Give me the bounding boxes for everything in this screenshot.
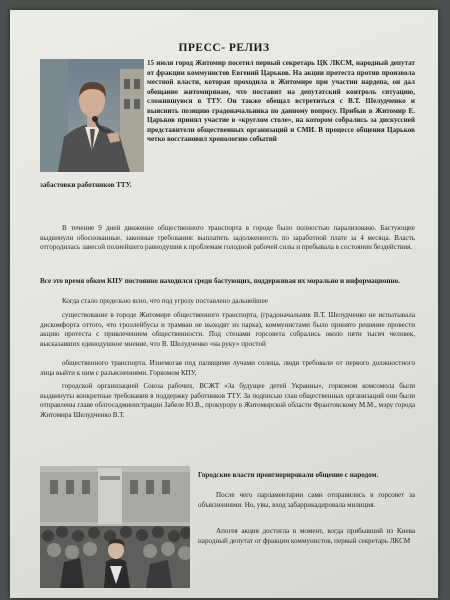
side-paragraph: Апогея акция достигла в момент, когда прибывший из Киева народный депутат от фракции коммунистов, первый секретарь ЛКСМ xyxy=(198,527,415,545)
paragraph-bold: Все это время обком КПУ постоянно находился среди бастующих, поддерживая их морально и информационно. xyxy=(40,277,400,285)
paragraph: городской организацией Союза рабочих, ВСЖТ «За будущее детей Украины», горкомом комсомола были выдвинуты конкретные требования в поддержку работников ТТУ. За подписью глав общественных организаций они были отправлены главе облгосадминистрации Забеле Ю.В., прокурору в Житомирской области Франтовскому М.М., мэру города Житомира Шелудченко В.Т. xyxy=(40,382,415,420)
deputy-photo xyxy=(40,59,144,172)
intro-text: 15 июля город Житомир посетил первый секретарь ЦК ЛКСМ, народный депутат от фракции коммунистов Евгений Царьков. На акции протеста против произвола местной власти, которая проходила в Житомире при участии нардепа, он дал обещание житомирянам, что поставит на депутатский контроль ситуацию, сложившуюся в ТТУ. Он также обещал встретиться с В.Т. Шелудченко и выяснить позицию градоначальника по данному вопросу. Прибыв в Житомир Е. Царьков принял участие в «круглом столе», на котором собрались за дискуссией представители общественных организаций и СМИ. В процессе общения Царьков четко восстановил хронологию событий xyxy=(147,59,415,144)
press-release-sheet xyxy=(10,10,438,598)
side-heading: Городские власти проигнорировали общение с народом. xyxy=(198,471,379,479)
paragraph: В течение 9 дней движение общественного транспорта в городе было полностью парализовано. Бастующие выдвинули обоснованные, законные требования: выплатить задолженность по заработной плате за 4 месяца. Власть отгородилась завесой полнейшего равнодушия к проблемам голодной рабочей силы и пребывала в состоянии бездействия. xyxy=(40,224,415,252)
page-title: ПРЕСС- РЕЛИЗ xyxy=(178,42,270,54)
paragraph: общественного транспорта. Изнемогая под палящими лучами солнца, люди требовали от первого должностного лица выйти к ним с разъяснениями. Горкомом КПУ, xyxy=(40,359,415,377)
paragraph: Когда стало предельно ясно, что под угрозу поставлено дальнейшее xyxy=(62,297,268,305)
side-paragraph: После чего парламентарии сами отправились в горсовет за объяснениями. Но, увы, вход забаррикадировала милиция. xyxy=(198,491,415,509)
paragraph: существование в городе Житомире общественного транспорта, (градоначальник В.Т. Шелудченко не испытывала дискомфорта оттого, что троллейбусы и трамваи не выходят из парка), коммунистами было принято решение провести акцию протеста с привлечением общественности. Под стенами горсовета собрались около пяти тысяч человек, высказавших единодушное мнение, что В. Шелудченко «на руку» простой xyxy=(40,311,415,349)
photo-caption: забастовки работников ТТУ. xyxy=(40,181,132,189)
protest-crowd-photo xyxy=(40,466,190,588)
